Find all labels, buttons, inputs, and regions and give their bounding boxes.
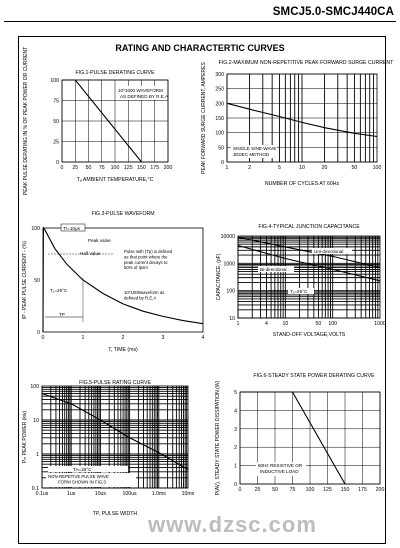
annotation-line: peak current decays to [124,259,168,265]
y-tick-label: 200 [215,101,224,108]
y-tick-label: 0.1 [31,486,39,492]
y-axis-label: CAPACITANCE, (pF) [216,253,222,301]
y-tick-label: 2 [234,445,237,452]
chart-title: FIG.1-PULSE DERATING CURVE [75,70,155,76]
document-title: SMCJ5.0-SMCJ440CA [272,6,394,18]
chart-annotation: Bi-directional [260,267,287,272]
x-tick-label: 4 [265,321,268,327]
x-tick-label: 1000 [374,321,386,327]
chart-annotation [48,474,109,484]
x-axis-label: NUMBER OF CYCLES AT 60Hz [264,181,340,187]
x-axis-label: Tₐ AMBIENT TEMPERATURE,°C [76,177,154,183]
x-tick-label: 50 [351,165,358,171]
chart-annotation: 60Hz RESISTIVE OR [258,463,303,468]
chart-title: FIG.3-PULSE WAVEFORM [91,211,155,217]
x-tick-label: 0.1us [35,491,49,497]
x-tick-label: 1 [225,165,229,171]
annotation-line: 50% of Ipsm [124,265,148,271]
y-tick-label: 25 [53,139,59,146]
y-tick-label: 0 [221,160,224,166]
steady-state-derating-chart [210,368,390,500]
y-tick-label: 4 [234,408,237,415]
y-tick-label: 1 [234,463,237,470]
x-tick-label: 4 [201,335,205,341]
x-tick-label: 100 [328,321,337,327]
surge-current-chart [195,52,394,192]
series-line [42,394,188,470]
x-tick-label: 0 [60,165,64,171]
x-tick-label: 10ms [181,491,195,497]
x-tick-label: 1.0ms [151,491,166,497]
y-tick-label: 1 [36,452,39,458]
y-axis-label: PEAK PULSE DERATING IN % OF PEAK POWER OR CURRENT [23,46,29,196]
x-tick-label: 10 [299,165,305,171]
x-tick-label: 5 [277,165,281,171]
section-title: RATING AND CHARACTERTIC CURVES [115,43,285,53]
y-tick-label: 300 [215,72,224,78]
chart-annotation: T₁=25°C [290,289,308,294]
junction-capacitance-chart [210,214,390,344]
x-tick-label: 50 [85,165,92,171]
chart-title: FIG.6-STEADY STATE POWER DERATING CURVE [253,373,375,379]
x-tick-label: 50 [315,321,322,327]
x-tick-label: 75 [289,487,296,493]
x-tick-label: 0 [238,487,242,493]
y-tick-label: 50 [34,278,40,284]
y-tick-label: 100 [31,226,40,232]
x-tick-label: 50 [272,487,278,493]
chart-annotation: INDUCTIVE LOAD [260,469,299,474]
y-tick-label: 10 [33,418,39,424]
x-tick-label: 2 [121,335,125,341]
x-tick-label: 200 [163,165,173,171]
x-tick-label: 1 [81,335,85,341]
y-axis-label: PEAK FORWARD SURGE CURRENT, AMPERES [201,62,207,174]
x-tick-label: 1 [236,321,240,327]
x-tick-label: 125 [123,165,133,171]
x-tick-label: 10 [282,321,289,327]
chart-annotation: Half value [80,251,101,256]
y-tick-label: 150 [215,116,224,122]
y-tick-label: 100 [50,78,59,84]
x-tick-label: 100 [305,487,315,493]
pulse-derating-chart [18,46,198,196]
y-tick-label: 250 [215,86,224,93]
y-tick-label: 0 [56,160,59,166]
y-axis-label: Pₘ PEAK POWER (kw) [22,410,28,464]
y-tick-label: 100 [30,384,39,390]
annotation-line: NON-REPETIVE PULSE WAVE [48,474,109,479]
x-axis-label: STAND-OFF VOLTAGE,VOLTS [272,332,346,338]
y-tick-label: 10000 [220,234,235,240]
chart-annotation: 10*1000 WAVEFORM [118,88,163,93]
x-tick-label: 2 [248,165,252,171]
annotation-line: defined by R.E.A [124,295,157,301]
chart-title: FIG.4-TYPICAL JUNCTION CAPACITANCE [258,224,360,230]
chart-annotation: AS DEFINED BY R.E.A [120,94,169,99]
y-axis-label: P(AV), STEADY STATE POWER DISSIPATION (W) [215,380,221,496]
chart-annotation: Tr=10μs [63,226,80,231]
x-tick-label: 100 [372,165,382,171]
plot-frame [238,236,380,318]
chart-annotation: Uni-directional [314,249,344,254]
y-axis-label: IP - PEAK PULSE CURRENT - (%) [22,240,28,320]
x-tick-label: 0 [41,335,45,341]
x-tick-label: 1us [67,491,76,497]
x-tick-label: 125 [323,487,332,493]
chart-title: FIG.5-PULSE RATING CURVE [79,380,151,386]
x-tick-label: 100us [122,491,137,497]
y-tick-label: 0 [37,330,40,336]
x-tick-label: 25 [254,487,261,493]
x-tick-label: 25 [72,165,79,171]
x-tick-label: 175 [150,165,160,171]
y-tick-label: 100 [226,288,235,295]
chart-annotation: Peak value [88,238,111,243]
x-tick-label: 10us [94,491,107,497]
annotation-line: as that point where the [124,254,168,260]
chart-annotation: SINGLE SINE-WAVE [233,146,277,151]
chart-title: FIG.2-MAXIMUM NON-REPETITIVE PEAK FORWARD SURGE CURRENT [218,60,394,66]
chart-annotation: JEDEC METHOD [233,152,270,157]
pulse-waveform-chart [18,204,218,360]
y-tick-label: 1000 [223,261,235,268]
x-tick-label: 100 [110,165,120,171]
y-tick-label: 10 [229,316,235,322]
x-axis-label: TP, PULSE WIDTH [92,511,138,517]
header-rule [4,21,396,22]
annotation-line: Pulse with (Tp) is defined [124,249,173,254]
y-tick-label: 50 [53,119,59,125]
y-tick-label: 5 [234,390,237,396]
x-tick-label: 175 [358,487,367,493]
x-tick-label: 150 [137,165,146,171]
plot-frame [43,228,203,332]
pulse-rating-chart [18,372,208,520]
chart-annotation: TP [59,312,65,317]
x-tick-label: 200 [375,487,385,493]
x-axis-label: T, TIME (ms) [108,347,138,353]
watermark: www.dzsc.com [148,512,317,537]
series-line [43,228,203,332]
y-tick-label: 100 [215,130,224,137]
x-tick-label: 20 [321,165,328,171]
chart-annotation: T₁=25°C [50,288,68,293]
y-tick-label: 75 [53,98,59,105]
chart-annotation [124,290,164,300]
x-tick-label: 150 [340,487,350,493]
annotation-line: 10*1000waveform as [124,290,165,295]
y-tick-label: 0 [234,482,237,488]
x-tick-label: 75 [98,165,105,171]
x-tick-label: 3 [161,335,165,341]
y-tick-label: 3 [234,426,237,433]
y-tick-label: 50 [218,145,224,152]
annotation-line: FORM SHOWN IN FIG.3 [58,479,106,485]
chart-annotation: TA=25°C [73,467,92,472]
